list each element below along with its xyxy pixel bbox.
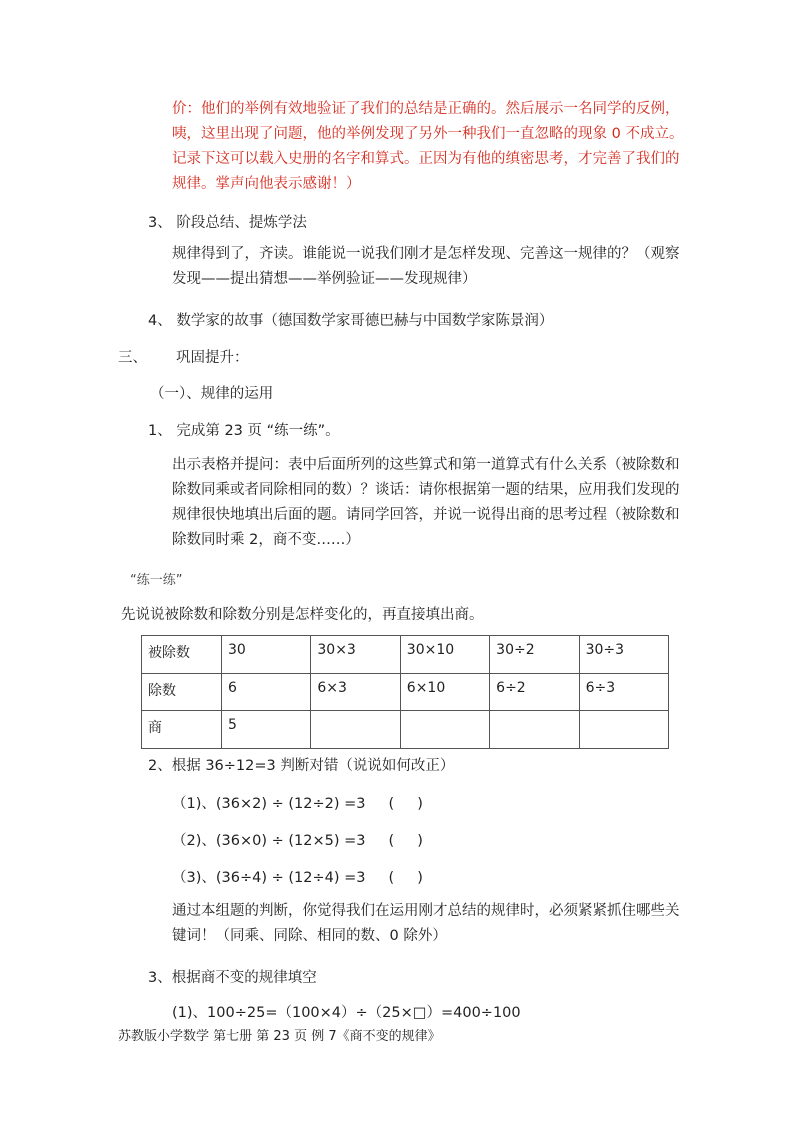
answer-cell[interactable] xyxy=(311,711,400,749)
task2-note-line-1: 通过本组题的判断，你觉得我们在运用刚才总结的规律时，必须紧紧抓住哪些关 xyxy=(172,903,680,919)
red-line-2: 咦，这里出现了问题，他的举例发现了另外一种我们一直忽略的现象 0 不成立。 xyxy=(172,126,684,142)
item3-line-1: 规律得到了，齐读。谁能说一说我们刚才是怎样发现、完善这一规律的？（观察 xyxy=(172,246,680,262)
table-cell: 商 xyxy=(142,711,222,749)
red-line-4: 规律。掌声向他表示感谢！） xyxy=(172,176,361,192)
table-cell: 30×3 xyxy=(311,636,400,674)
section3-title: 巩固提升： xyxy=(176,350,249,366)
table-cell: 30×10 xyxy=(400,636,489,674)
answer-cell[interactable] xyxy=(400,711,489,749)
table-cell: 30÷3 xyxy=(579,636,668,674)
table-row xyxy=(142,711,669,749)
task1-line-4: 除数同时乘 2，商不变……） xyxy=(172,532,360,548)
task1-line-2: 除数同乘或者同除相同的数）？谈话：请你根据第一题的结果，应用我们发现的 xyxy=(172,482,680,498)
table-cell: 被除数 xyxy=(142,636,222,674)
item4-heading: 4、 数学家的故事（德国数学家哥德巴赫与中国数学家陈景润） xyxy=(148,313,554,329)
table-row xyxy=(142,636,669,674)
table-cell: 除数 xyxy=(142,673,222,711)
task1-line-3: 规律很快地填出后面的题。请同学回答，并说一说得出商的思考过程（被除数和 xyxy=(172,507,680,523)
page-footer: 苏教版小学数学 第七册 第 23 页 例 7《商不变的规律》 xyxy=(118,1029,441,1044)
task3-heading: 3、根据商不变的规律填空 xyxy=(148,970,317,986)
table-cell: 5 xyxy=(222,711,311,749)
task2-item-2: （2)、(36×0) ÷ (12×5) =3 ( ) xyxy=(172,833,423,849)
red-paragraph xyxy=(172,97,683,197)
task2-item-3: （3)、(36÷4) ÷ (12÷4) =3 ( ) xyxy=(172,870,423,886)
task1-body xyxy=(172,453,680,553)
answer-cell[interactable] xyxy=(490,711,579,749)
table-row xyxy=(142,673,669,711)
table-cell: 30 xyxy=(222,636,311,674)
task2-note-line-2: 键词！（同乘、同除、相同的数、0 除外） xyxy=(172,928,447,944)
practice-instruction: 先说说被除数和除数分别是怎样变化的，再直接填出商。 xyxy=(121,607,484,623)
item3-line-2: 发现——提出猜想——举例验证——发现规律） xyxy=(172,271,477,287)
table-cell: 6×3 xyxy=(311,673,400,711)
answer-cell[interactable] xyxy=(579,711,668,749)
item3-heading: 3、 阶段总结、提炼学法 xyxy=(148,215,307,231)
table-cell: 6 xyxy=(222,673,311,711)
task2-note xyxy=(172,899,680,949)
task3-item-1: (1)、100÷25=（100×4）÷（25×□）=400÷100 xyxy=(172,1005,521,1021)
practice-table xyxy=(141,635,669,749)
red-line-1: 价：他们的举例有效地验证了我们的总结是正确的。然后展示一名同学的反例， xyxy=(172,101,680,117)
practice-title: “练一练” xyxy=(130,573,183,588)
red-line-3: 记录下这可以载入史册的名字和算式。正因为有他的缜密思考，才完善了我们的 xyxy=(172,151,680,167)
section3-number: 三、 xyxy=(118,350,147,366)
table-cell: 6÷3 xyxy=(579,673,668,711)
task1-line-1: 出示表格并提问：表中后面所列的这些算式和第一道算式有什么关系（被除数和 xyxy=(172,457,680,473)
table-cell: 6÷2 xyxy=(490,673,579,711)
item3-body xyxy=(172,242,680,292)
table-cell: 30÷2 xyxy=(490,636,579,674)
table-cell: 6×10 xyxy=(400,673,489,711)
subsection1-heading: （一）、规律的运用 xyxy=(150,386,274,402)
task1-heading: 1、 完成第 23 页 “练一练”。 xyxy=(148,423,340,439)
task2-heading: 2、根据 36÷12=3 判断对错（说说如何改正） xyxy=(148,758,455,774)
task2-item-1: （1)、(36×2) ÷ (12÷2) =3 ( ) xyxy=(172,796,423,812)
